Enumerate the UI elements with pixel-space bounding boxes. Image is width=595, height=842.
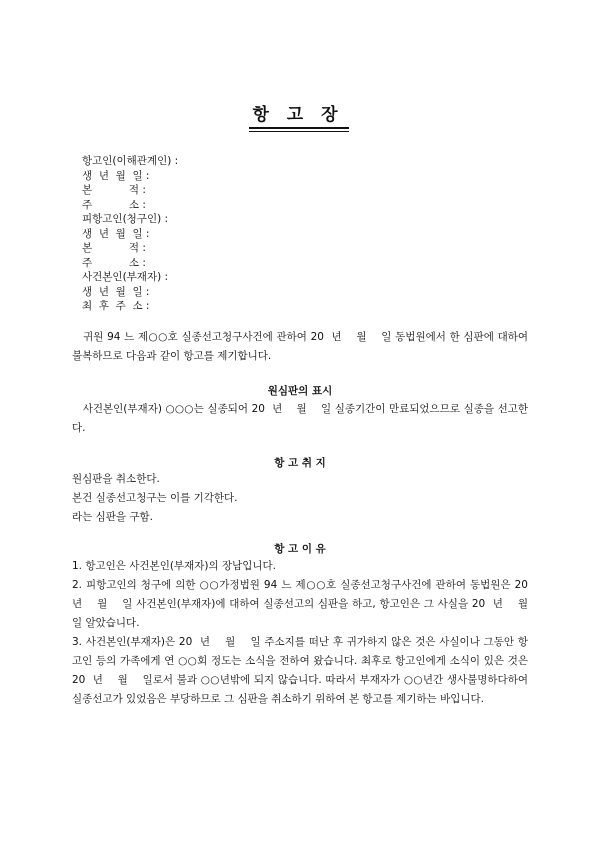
- field-appellee-domicile: 본 적 :: [82, 242, 146, 254]
- reason-item: 1. 항고인은 사건본인(부재자)의 장남입니다.: [72, 560, 276, 572]
- document-title: 항 고 장: [252, 105, 344, 125]
- party-info-block: [82, 154, 178, 314]
- original-ruling-heading: 원심판의 표시: [267, 385, 333, 397]
- appeal-reason-block: [72, 557, 542, 709]
- field-appellee: 피항고인(청구인) :: [82, 213, 169, 225]
- field-appellee-birthdate: 생 년 월 일 :: [82, 227, 150, 240]
- reason-item: 2. 피항고인의 청구에 의한 ○○가정법원 94 느 제○○호 실종선고청구사건에 관하여 동법원은 20 년 월 일 사건본인(부재자)에 대하여 실종선고의 심판을 하고, 항고인은 그 사실을 20 년 월 일 알았습니다.: [72, 579, 542, 629]
- field-appellant-birthdate: 생 년 월 일 :: [82, 169, 150, 182]
- purpose-line: 본건 실종선고청구는 이를 기각한다.: [72, 492, 238, 504]
- field-absentee-birthdate: 생 년 월 일 :: [82, 285, 150, 298]
- field-appellant-domicile: 본 적 :: [82, 184, 146, 196]
- purpose-line: 라는 심판을 구함.: [72, 511, 154, 523]
- original-ruling-text: 사건본인(부재자) ○○○는 실종되어 20 년 월 일 실종기간이 만료되었으므로 실종을 선고한다.: [72, 403, 529, 434]
- field-absentee: 사건본인(부재자) :: [82, 271, 169, 283]
- field-appellee-address: 주 소 :: [82, 256, 146, 269]
- appeal-purpose-heading: 항 고 취 지: [274, 457, 326, 469]
- title-underline-secondary: [249, 131, 349, 132]
- field-absentee-last-address: 최 후 주 소 :: [82, 300, 150, 312]
- appeal-reason-heading: 항 고 이 유: [274, 543, 326, 555]
- intro-paragraph: 귀원 94 느 제○○호 실종선고청구사건에 관하여 20 년 월 일 동법원에서 한 심판에 대하여 불복하므로 다음과 같이 항고를 제기합니다.: [72, 331, 532, 362]
- field-appellant-address: 주 소 :: [82, 198, 146, 211]
- title-underline: [249, 127, 349, 129]
- reason-item: 3. 사건본인(부재자)은 20 년 월 일 주소지를 떠난 후 귀가하지 않은 것은 사실이나 그동안 항고인 등의 가족에게 연 ○○회 정도는 소식을 전하여 왔습니다. 최후로 항고인에게 소식이 있은 것은 20 년 월 일로서 불과 ○○년밖에 되지 않습니다. 따라서 부재자가 ○○년간 생사불명하다하여 실종선고가 있었음은 부당하므로 그 심판을 취소하기 위하여 본 항고를 제기하는 바입니다.: [72, 636, 532, 705]
- field-appellant: 항고인(이해관계인) :: [82, 155, 179, 167]
- purpose-line: 원심판을 취소한다.: [72, 473, 160, 485]
- appeal-purpose-block: [72, 470, 528, 527]
